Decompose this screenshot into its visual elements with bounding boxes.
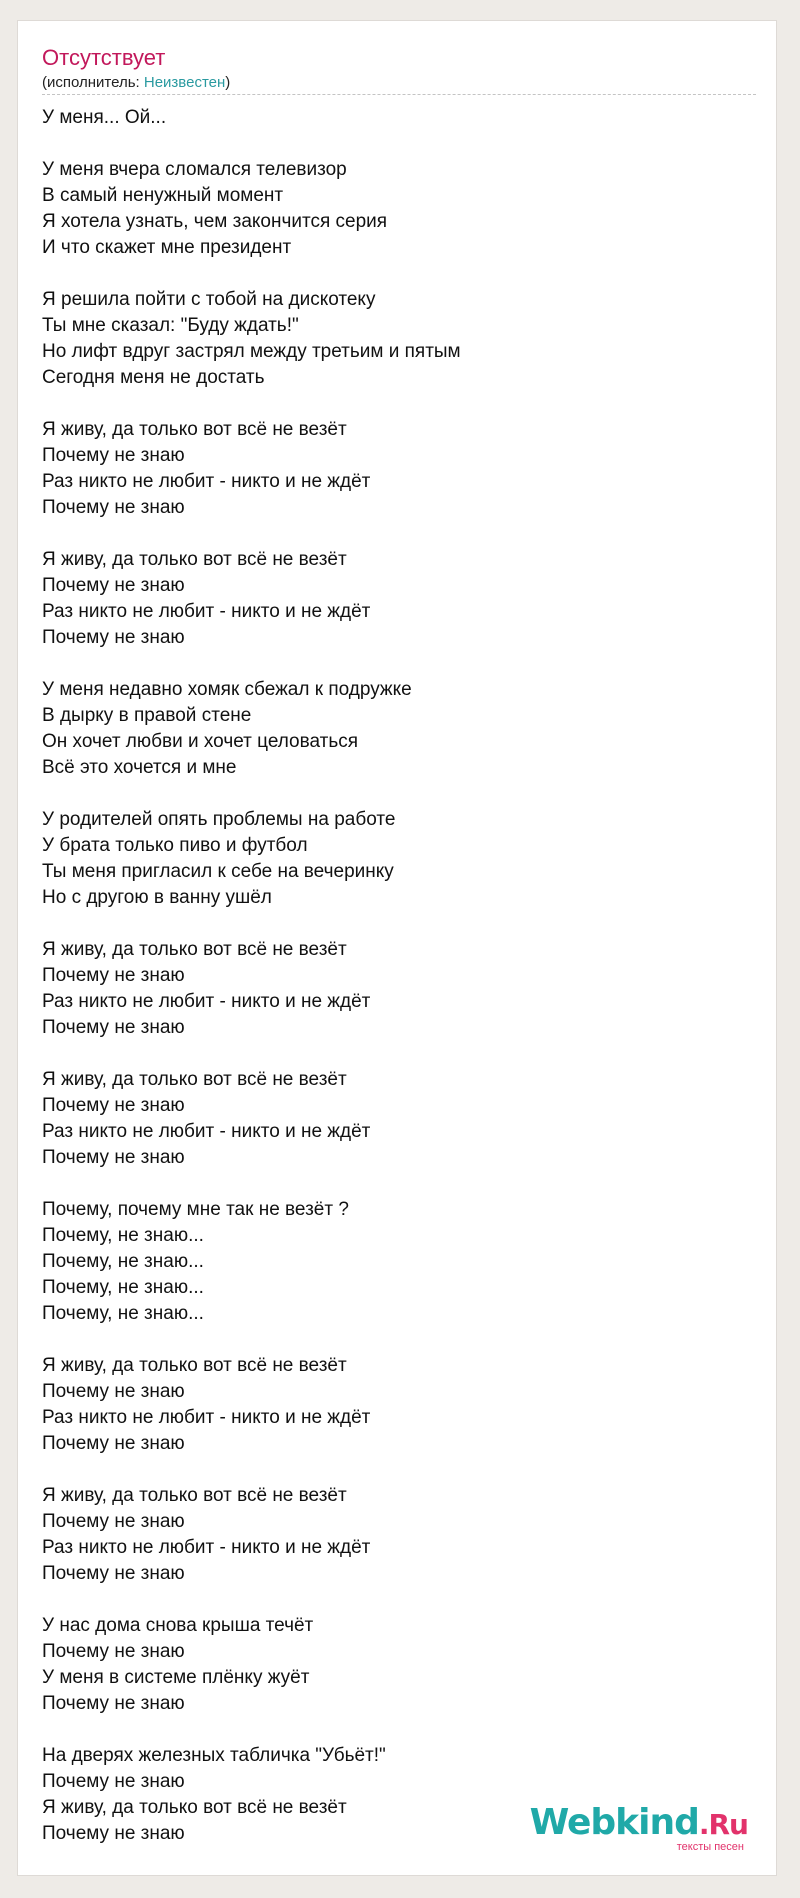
stanza xyxy=(42,1067,756,1171)
lyric-line: В дырку в правой стене xyxy=(42,705,252,726)
logo-brand xyxy=(529,1802,748,1843)
lyric-line: Я живу, да только вот всё не везёт xyxy=(42,549,347,570)
stanza xyxy=(42,157,756,261)
lyric-line: Почему не знаю xyxy=(42,1641,185,1662)
lyric-line: Но лифт вдруг застрял между третьим и пятым xyxy=(42,341,461,362)
lyric-line: Почему, почему мне так не везёт ? xyxy=(42,1199,349,1220)
song-title: Отсутствует xyxy=(42,45,166,70)
lyric-line: Я живу, да только вот всё не везёт xyxy=(42,1355,347,1376)
lyric-line: Почему не знаю xyxy=(42,1433,185,1454)
song-header xyxy=(42,43,756,95)
lyric-line: Почему, не знаю... xyxy=(42,1225,204,1246)
lyric-line: Почему не знаю xyxy=(42,1771,185,1792)
lyric-line: Я живу, да только вот всё не везёт xyxy=(42,1485,347,1506)
lyric-line: Я живу, да только вот всё не везёт xyxy=(42,419,347,440)
stanza xyxy=(42,807,756,911)
logo-tld: .Ru xyxy=(698,1808,748,1841)
lyric-line: Раз никто не любит - никто и не ждёт xyxy=(42,1537,371,1558)
lyric-line: Почему не знаю xyxy=(42,1693,185,1714)
lyric-line: У меня недавно хомяк сбежал к подружке xyxy=(42,679,412,700)
lyric-line: Почему не знаю xyxy=(42,575,185,596)
lyric-line: Почему не знаю xyxy=(42,627,185,648)
lyric-line: Раз никто не любит - никто и не ждёт xyxy=(42,471,371,492)
lyric-line: Раз никто не любит - никто и не ждёт xyxy=(42,601,371,622)
lyric-line: В самый ненужный момент xyxy=(42,185,284,206)
lyric-line: Ты мне сказал: "Буду ждать!" xyxy=(42,315,299,336)
stanza xyxy=(42,1353,756,1457)
lyric-line: У меня... Ой... xyxy=(42,107,167,128)
stanza xyxy=(42,1483,756,1587)
lyric-line: Я решила пойти с тобой на дискотеку xyxy=(42,289,376,310)
logo-tagline: тексты песен xyxy=(676,1841,744,1853)
lyric-line: У родителей опять проблемы на работе xyxy=(42,809,396,830)
artist-prefix: (исполнитель: xyxy=(42,74,144,91)
lyric-line: Почему не знаю xyxy=(42,1147,185,1168)
lyric-line: Почему не знаю xyxy=(42,445,185,466)
artist-line xyxy=(42,73,756,93)
artist-link[interactable]: Неизвестен xyxy=(143,74,226,91)
lyric-line: Всё это хочется и мне xyxy=(42,757,237,778)
lyric-line: У меня вчера сломался телевизор xyxy=(42,159,347,180)
stanza xyxy=(42,677,756,781)
stanza xyxy=(42,105,756,131)
lyric-line: Я хотела узнать, чем закончится серия xyxy=(42,211,388,232)
lyric-line: Я живу, да только вот всё не везёт xyxy=(42,939,347,960)
lyric-line: Почему не знаю xyxy=(42,1017,185,1038)
lyric-line: Я живу, да только вот всё не везёт xyxy=(42,1797,347,1818)
lyric-line: Почему не знаю xyxy=(42,1381,185,1402)
stanza xyxy=(42,287,756,391)
artist-suffix: ) xyxy=(225,74,231,91)
lyric-line: У брата только пиво и футбол xyxy=(42,835,308,856)
lyrics-body xyxy=(42,105,756,1873)
lyric-line: У меня в системе плёнку жуёт xyxy=(42,1667,310,1688)
lyric-line: Раз никто не любит - никто и не ждёт xyxy=(42,991,371,1012)
lyric-line: Почему, не знаю... xyxy=(42,1251,204,1272)
webkind-logo[interactable] xyxy=(529,1802,748,1853)
lyric-line: Раз никто не любит - никто и не ждёт xyxy=(42,1121,371,1142)
lyric-line: Но с другою в ванну ушёл xyxy=(42,887,272,908)
lyric-line: Ты меня пригласил к себе на вечеринку xyxy=(42,861,394,882)
lyric-line: Раз никто не любит - никто и не ждёт xyxy=(42,1407,371,1428)
lyric-line: Сегодня меня не достать xyxy=(42,367,265,388)
lyric-line: Почему не знаю xyxy=(42,1563,185,1584)
lyric-line: Он хочет любви и хочет целоваться xyxy=(42,731,359,752)
lyric-line: Почему, не знаю... xyxy=(42,1277,204,1298)
stanza xyxy=(42,1613,756,1717)
stanza xyxy=(42,937,756,1041)
logo-brand-name: Webkind xyxy=(529,1802,699,1843)
lyric-line: Почему не знаю xyxy=(42,1823,185,1844)
lyric-line: И что скажет мне президент xyxy=(42,237,292,258)
lyric-line: Почему не знаю xyxy=(42,1511,185,1532)
lyric-line: Почему не знаю xyxy=(42,497,185,518)
stanza xyxy=(42,417,756,521)
stanza xyxy=(42,547,756,651)
lyric-line: Почему не знаю xyxy=(42,1095,185,1116)
lyrics-card xyxy=(17,20,777,1876)
lyric-line: На дверях железных табличка "Убьёт!" xyxy=(42,1745,386,1766)
lyric-line: Почему не знаю xyxy=(42,965,185,986)
lyric-line: Почему, не знаю... xyxy=(42,1303,204,1324)
lyric-line: Я живу, да только вот всё не везёт xyxy=(42,1069,347,1090)
lyric-line: У нас дома снова крыша течёт xyxy=(42,1615,314,1636)
stanza xyxy=(42,1197,756,1327)
